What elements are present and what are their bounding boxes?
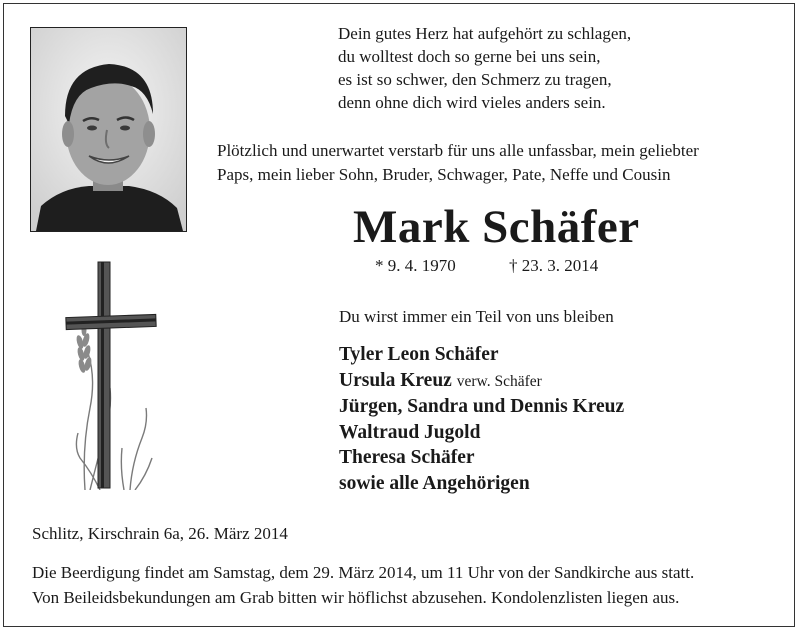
intro-line: Plötzlich und unerwartet verstarb für uns alle unfassbar, mein geliebter <box>217 141 699 160</box>
intro-line: Paps, mein lieber Sohn, Bruder, Schwager, Pate, Neffe und Cousin <box>217 165 671 184</box>
mourner-note: verw. Schäfer <box>456 372 542 390</box>
mourner: Jürgen, Sandra und Dennis Kreuz <box>339 396 625 418</box>
motto: Du wirst immer ein Teil von uns bleiben <box>339 307 614 326</box>
cross-with-wheat-icon <box>60 258 160 490</box>
mourner: Ursula Kreuz verw. Schäfer <box>339 369 542 391</box>
footer-line: Von Beileidsbekundungen am Grab bitten wir höflichst abzusehen. Kondolenzlisten liegen aus. <box>32 588 680 607</box>
place-and-date: Schlitz, Kirschrain 6a, 26. März 2014 <box>32 524 288 543</box>
mourner: Waltraud Jugold <box>339 421 481 443</box>
intro-text <box>217 139 699 187</box>
portrait-photo <box>30 27 187 232</box>
poem-line: denn ohne dich wird vieles anders sein. <box>338 93 606 112</box>
poem-line: du wolltest doch so gerne bei uns sein, <box>338 47 601 66</box>
poem-line: es ist so schwer, den Schmerz zu tragen, <box>338 70 612 89</box>
birth-date: * 9. 4. 1970 <box>375 256 456 275</box>
mourner: sowie alle Angehörigen <box>339 472 530 494</box>
poem <box>338 22 631 114</box>
death-date: † 23. 3. 2014 <box>509 256 599 275</box>
deceased-name: Mark Schäfer <box>353 201 640 253</box>
footer-line: Die Beerdigung findet am Samstag, dem 29. März 2014, um 11 Uhr von der Sandkirche aus statt. <box>32 563 695 582</box>
mourner: Theresa Schäfer <box>339 447 475 469</box>
mourner: Tyler Leon Schäfer <box>339 344 499 365</box>
funeral-info <box>32 560 694 610</box>
mourners-list <box>339 342 624 497</box>
poem-line: Dein gutes Herz hat aufgehört zu schlagen, <box>338 24 632 43</box>
